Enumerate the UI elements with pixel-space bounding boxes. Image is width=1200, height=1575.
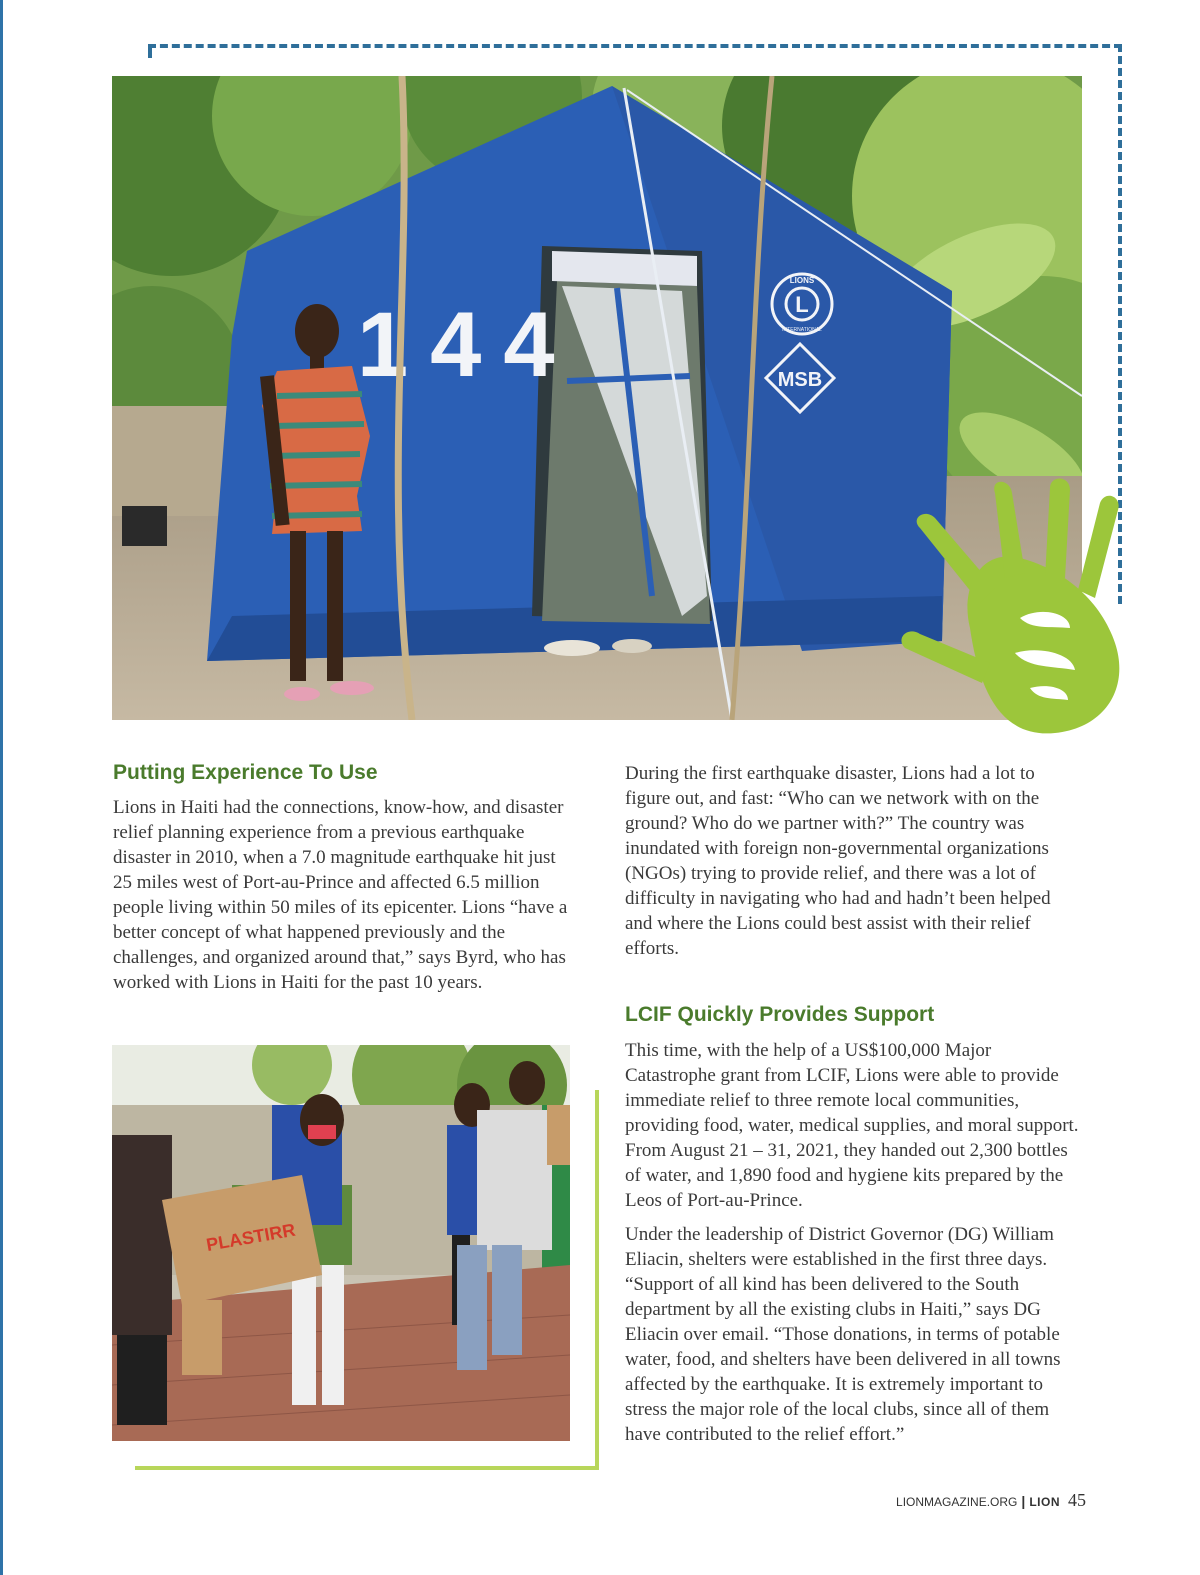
volunteers-photo-illustration — [112, 1045, 570, 1441]
section-heading-lcif: LCIF Quickly Provides Support — [625, 1003, 935, 1026]
box-label: PLASTIRR — [204, 1219, 297, 1256]
section-heading-experience: Putting Experience To Use — [113, 761, 378, 784]
left-edge-rule — [0, 0, 3, 1575]
lions-logo-bottom-text: INTERNATIONAL — [782, 327, 822, 333]
footer-separator: | — [1021, 1493, 1026, 1509]
paragraph-lcif-grant: This time, with the help of a US$100,000 Major Catastrophe grant from LCIF, Lions were able to provide immediate relief to three remote local communities, providing food, water, medical supplies, and moral support. From August 21 – 31, 2021, they handed out 2,300 bottles of water, and 1,890 food and hygiene kits prepared by the Leos of Port-au-Prince. — [625, 1040, 1079, 1211]
msb-logo-text: MSB — [777, 369, 823, 391]
paragraph-experience: Lions in Haiti had the connections, know-how, and disaster relief planning experience from a previous earthquake disaster in 2010, when a 7.0 magnitude earthquake hit just 25 miles west of Port-au-Prince and affected 6.5 million people living within 50 miles of its epicenter. Lions “have a better concept of what happened previously and the challenges, and organized around that,” says Byrd, who has worked with Lions in Haiti for the past 10 years. — [113, 797, 568, 993]
page-number: 45 — [1068, 1490, 1086, 1510]
lions-logo-letter: L — [795, 292, 809, 317]
lions-logo-top-text: LIONS — [789, 276, 815, 285]
paragraph-first-earthquake: During the first earthquake disaster, Lions had a lot to figure out, and fast: “Who can we network with on the ground? Who do we partner with?” The country was inundated with foreign non-governmental organizations (NGOs) trying to provide relief, and there was a lot of difficulty in navigating who had and hadn’t been helped and where the Lions could best assist with their relief efforts. — [625, 763, 1051, 959]
paragraph-dg-eliacin: Under the leadership of District Governor (DG) William Eliacin, shelters were established in the first three days. “Support of all kind has been delivered to the South department by all the existing clubs in Haiti,” says DG Eliacin over email. “Those donations, in terms of potable water, food, and shelters have been delivered in all towns affected by the earthquake. It is extremely important to stress the major role of the local clubs, since all of them have contributed to the relief effort.” — [625, 1224, 1061, 1445]
footer-site: LIONMAGAZINE.ORG — [896, 1495, 1018, 1509]
page-footer — [860, 1490, 1086, 1511]
tent-number: 144 — [357, 294, 577, 396]
dashed-frame-top — [148, 44, 1122, 48]
volunteers-photo — [112, 1045, 570, 1441]
footer-magazine: LION — [1029, 1495, 1060, 1509]
handprint-decoration — [900, 478, 1145, 740]
